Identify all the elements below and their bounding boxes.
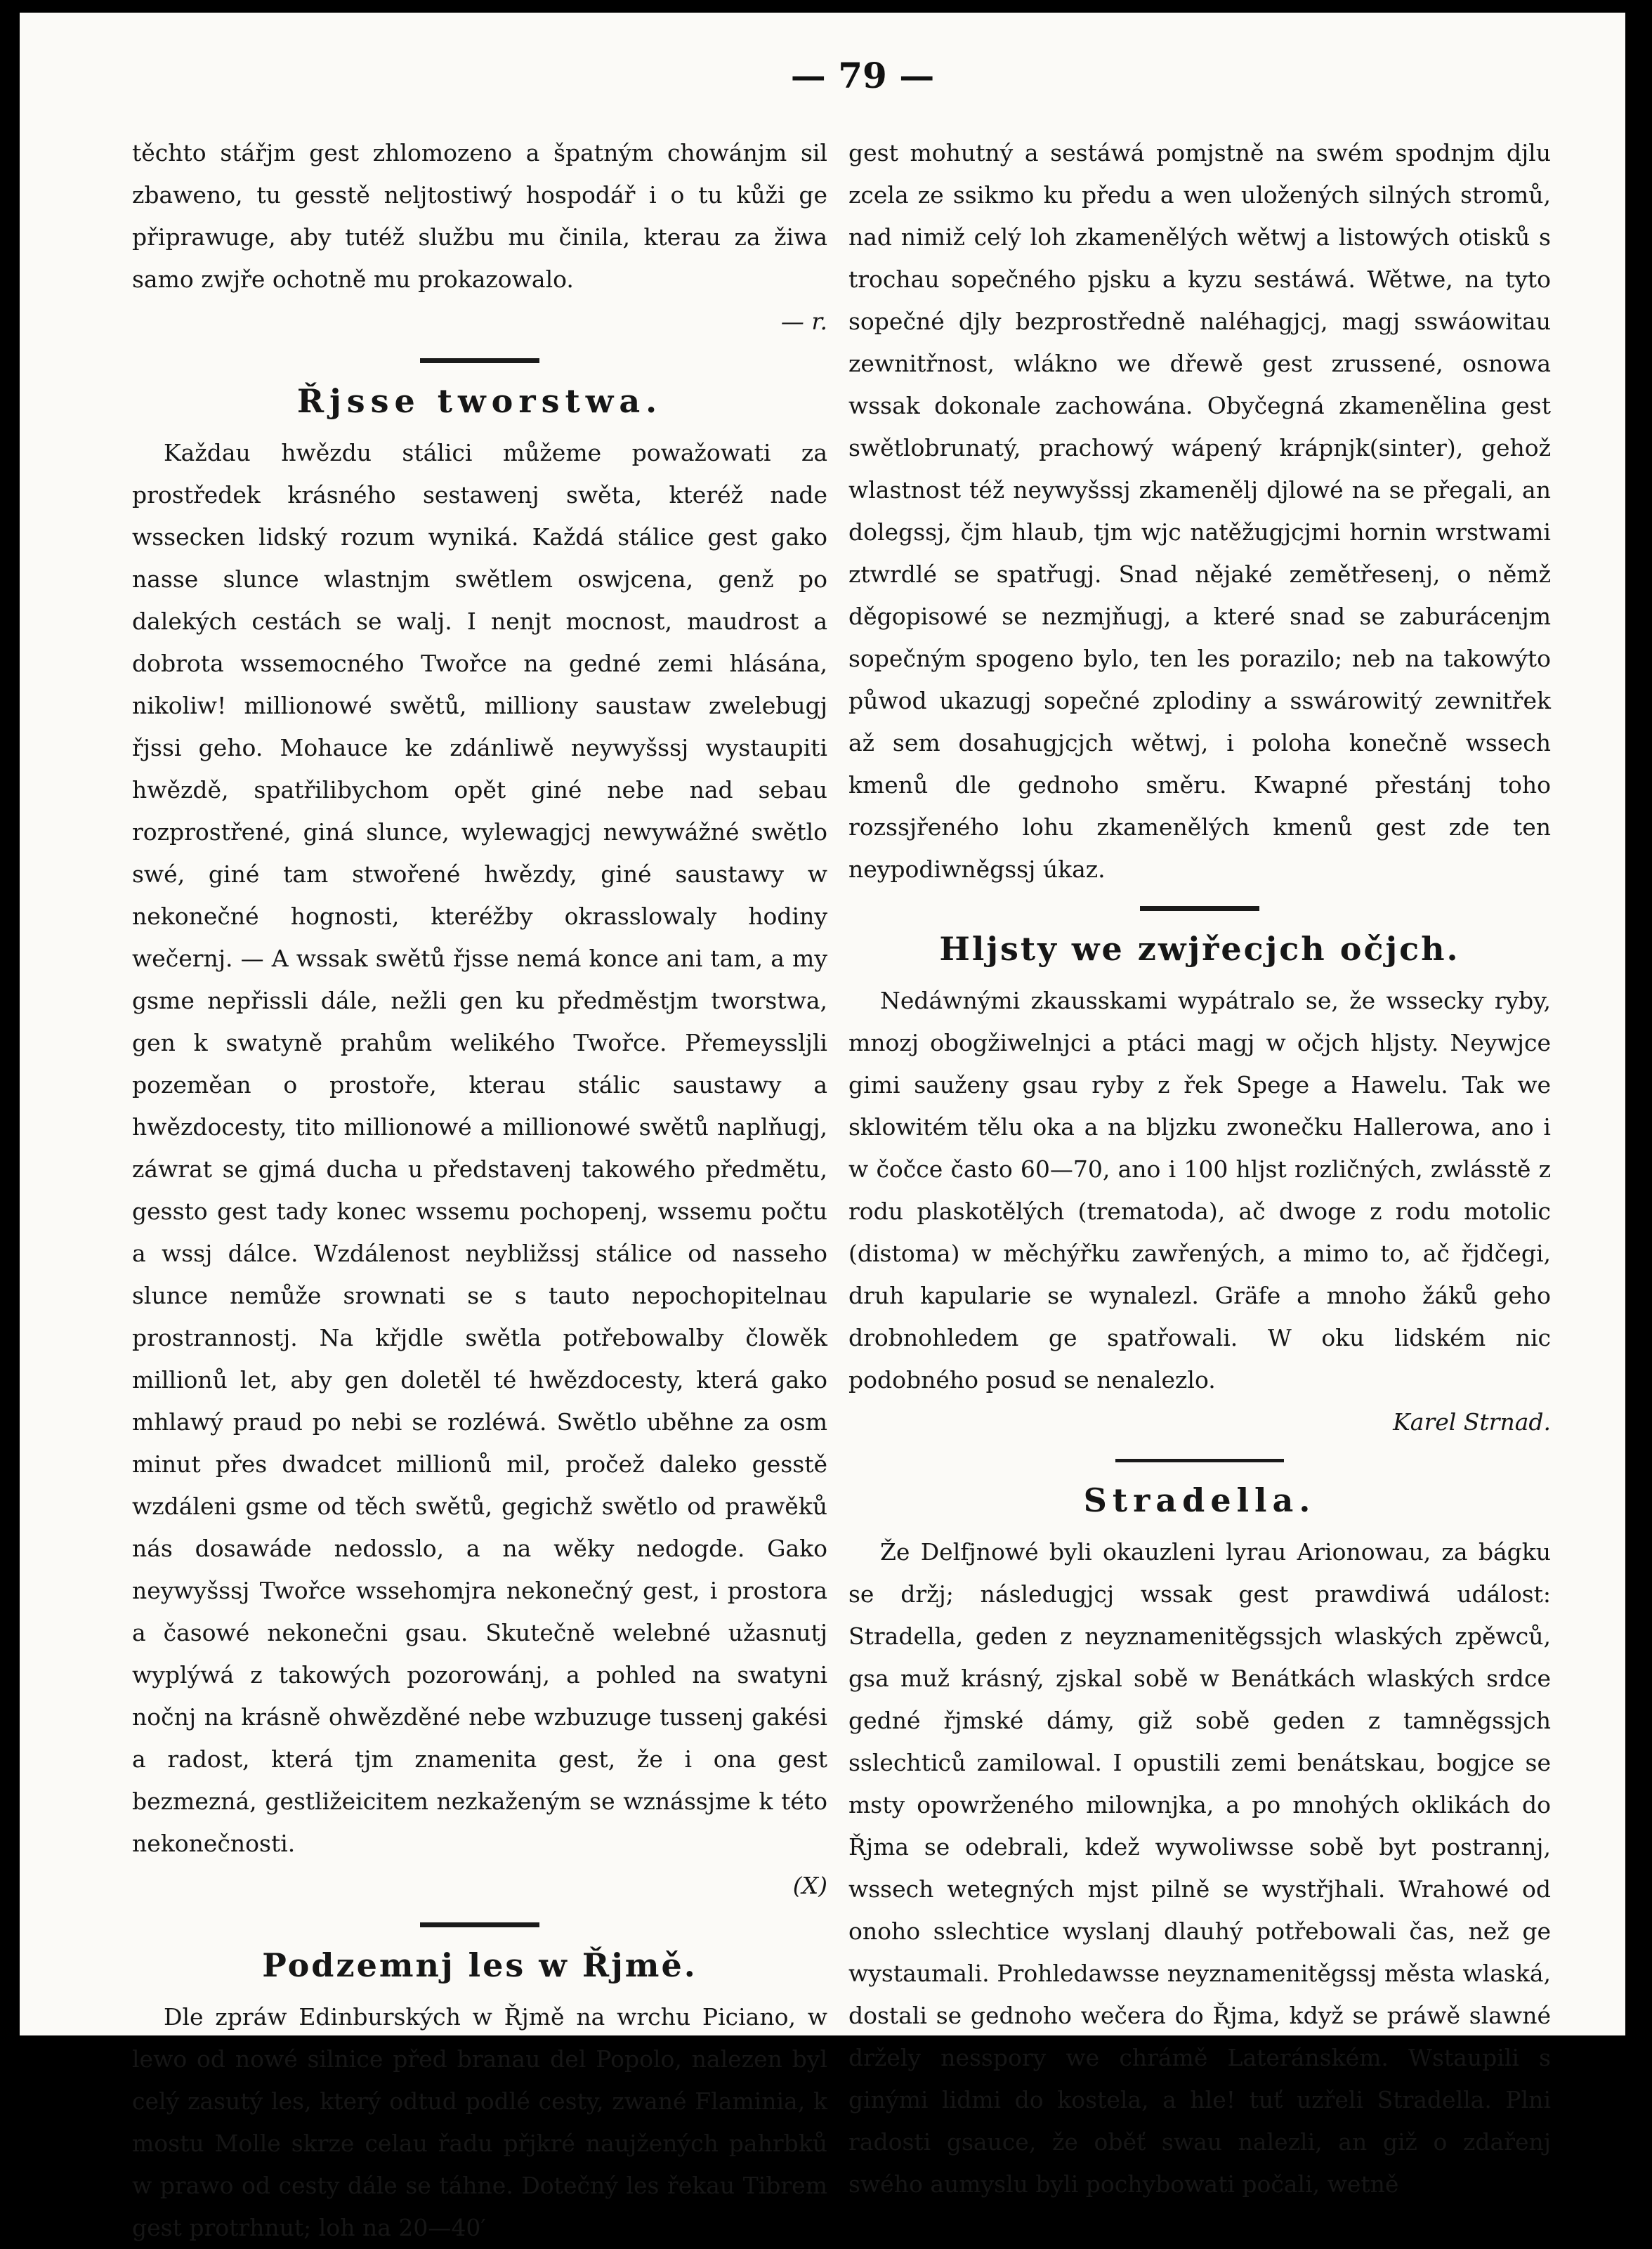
left-column	[132, 132, 827, 2249]
divider-rule	[1115, 1459, 1284, 1462]
signature-intro: — r.	[780, 308, 827, 335]
paragraph-intro: těchto stářjm gest zhlomozeno a špatným chowánjm sil zbaweno, tu gesstě neljtostiwý hospodář i o tu kůži ge připrawuge, aby tutéž službu mu činila, kterau za žiwa samo zwjře ochotně mu prokazowalo.	[132, 139, 827, 293]
paragraph-stars: Každau hwězdu stálici můžeme powažowati za prostředek krásného sestawenj swěta, kteréž nade wssecken lidský rozum wyniká. Každá stálice gest gako nasse slunce wlastnjm swětlem oswjcena, genž po dalekých cestách se walj. I nenjt mocnost, maudrost a dobrota wssemocného Twořce na gedné zemi hlásána, nikoliw! millionowé swětů, milliony saustaw zwelebugj řjssi geho. Mohauce ke zdánliwě neywyšssj wystaupiti hwězdě, spatřilibychom opět giné nebe nad sebau rozprostřené, giná slunce, wylewagjcj newywážné swětlo swé, giné tam stwořené hwězdy, giné saustawy w nekonečné hognosti, kteréžby okrasslowaly hodiny wečernj. — A wssak swětů řjsse nemá konce ani tam, a my gsme nepřissli dále, nežli gen ku předměstjm tworstwa, gen k swatyně prahům welikého Twořce. Přemeyssljli pozeměan o prostoře, kterau stálic saustawy a hwězdocesty, tito millionowé a millionowé swětů naplňugj, záwrat se gjmá ducha u představenj takowého předmětu, gessto gest tady konec wssemu pochopenj, wssemu počtu a wssj dálce. Wzdálenost neybližssj stálice od nasseho slunce nemůže srownati se s tauto nepochopitelnau prostrannostj. Na křjdle swětla potřebowalby člowěk millionů let, aby gen doletěl té hwězdocesty, která gako mhlawý praud po nebi se rozléwá. Swětlo uběhne za osm minut přes dwadcet millionů mil, pročež daleko gesstě wzdáleni gsme od těch swětů, gegichž swětlo od prawěků nás dosawáde nedosslo, a na wěky nedogde. Gako neywyšssj Twořce wssehomjra nekonečný gest, i prostora a časowé nekonečni gsau. Skutečně welebné užasnutj wyplýwá z takowých pozorowánj, a pohled na swatyni nočnj na krásně ohwězděné nebe wzbuzuge tussenj gakési a radost, která tjm znamenita gest, že i ona gest bezmezná, gestližeicitem nezkaženým se wznássjme k této nekonečnosti.	[132, 439, 827, 1857]
divider-rule	[1140, 906, 1259, 911]
right-column	[848, 132, 1551, 2205]
divider-rule	[420, 1922, 539, 1927]
page-number: — 79 —	[790, 55, 935, 96]
paragraph-stradella: Že Delfjnowé byli okauzleni lyrau Arionowau, za bágku se držj; následugjcj wssak gest prawdiwá událost: Stradella, geden z neyznamenitěgssjch wlaských zpěwců, gsa muž krásný, zjskal sobě w Benátkách wlaských srdce gedné řjmské dámy, giž sobě geden z tamněgssjch sslechticů zamilowal. I opustili zemi benátskau, bogjce se msty opowrženého milownjka, a po mnohých oklikách do Řjma se odebrali, kdež wywoliwsse sobě byt postrannj, wssech wetegných mjst pilně se wystřjhali. Wrahowé od onoho sslechtice wyslanj dlauhý potřebowali čas, než ge wystaumali. Prohledawsse neyznamenitěgssj města wlaská, dostali se gednoho wečera do Řjma, když se práwě slawné držely nesspory we chrámě Lateránském. Wstaupili s ginými lidmi do kostela, a hle! tuť uzřeli Stradella. Plni radosti gsauce, že oběť swau nalezli, an giž o zdařenj swého aumyslu byli pochybowati počali, wetně	[848, 1538, 1551, 2198]
article-title-worms-in-eyes: Hljsty we zwjřecjch očjch.	[939, 930, 1460, 968]
divider-rule	[420, 358, 539, 363]
paragraph-worms: Nedáwnými zkausskami wypátralo se, že wssecky ryby, mnozj obogžiwelnjci a ptáci magj w očjch hljsty. Neywjce gimi sauženy gsau ryby z řek Spege a Hawelu. Tak we sklowitém tělu oka a na bljzku zwonečku Hallerowa, ano i w čočce často 60—70, ano i 100 hljst rozličných, zwlásstě z rodu plaskotělých (trematoda), ač dwoge z rodu motolic (distoma) w měchýřku zawřených, a mimo to, ač řjdčegi, druh kapularie se wynalezl. Gräfe a mnoho žáků geho drobnohledem ge spatřowali. W oku lidském nic podobného posud se nenalezlo.	[848, 987, 1551, 1394]
article-title-rise-of-creation: Řjsse tworstwa.	[296, 382, 663, 420]
paragraph-forest: Dle zpráw Edinburských w Řjmě na wrchu Piciano, w lewo od nowé silnice před branau del Popolo, nalezen byl celý zasutý les, který odtud podlé cesty, zwané Flaminia, k mostu Molle skrze celau řadu přjkré naujžených pahrbků w prawo od cesty dále se táhne. Dotečný les řekau Tibrem gest protrhnut; loh na 20—40′	[132, 2003, 827, 2241]
article-title-underground-forest: Podzemnj les w Řjmě.	[262, 1946, 697, 1984]
article-title-stradella: Stradella.	[1083, 1481, 1316, 1519]
paragraph-forest-continued: gest mohutný a sestáwá pomjstně na swém spodnjm djlu zcela ze ssikmo ku předu a wen uložených silných stromů, nad nimiž celý loh zkamenělých wětwj a listowých otisků s trochau sopečného pjsku a kyzu sestáwá. Wětwe, na tyto sopečné djly bezprostředně naléhagjcj, magj sswáowitau zewnitřnost, wlákno we dřewě gest zrussené, osnowa wssak dokonale zachowána. Obyčegná zkamenělina gest swětlobrunatý, prachowý wápený krápnjk(sinter), gehož wlastnost též neywyšssj zkamenělj djlowé na se přegali, an dolegssj, čjm hlaub, tjm wjc natěžugjcjmi hornin wrstwami ztwrdlé se spatřugj. Snad nějaké zemětřesenj, o němž děgopisowé se nezmjňugj, a které snad se zaburácenjm sopečným spogeno bylo, ten les porazilo; neb na takowýto půwod ukazugj sopečné zplodiny a sswárowitý zewnitřek až sem dosahugjcjch wětwj, i poloha konečně wssech kmenů dle gednoho směru. Kwapné přestánj toho rozssjřeného lohu zkamenělých kmenů gest zde ten neypodiwněgssj úkaz.	[848, 139, 1551, 883]
signature-x: (X)	[792, 1872, 827, 1899]
newspaper-page	[20, 13, 1625, 2241]
signature-strnad: Karel Strnad.	[1393, 1408, 1551, 1436]
